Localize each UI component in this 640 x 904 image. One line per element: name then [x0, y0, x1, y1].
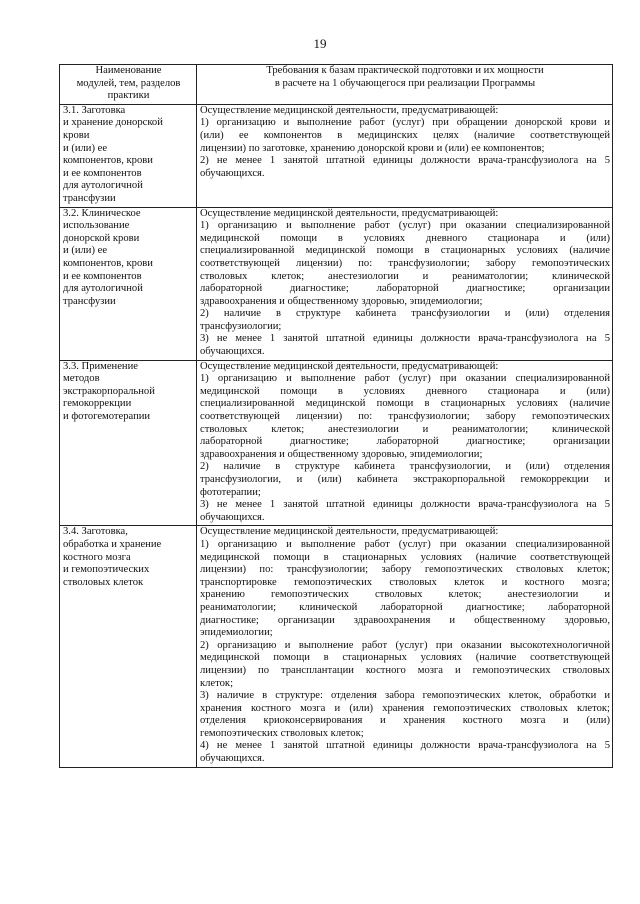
text-line: обучающихся.	[200, 511, 265, 523]
text-line: соответствующей лицензии) по: трансфузиологии; забору гемопоэтических	[200, 257, 610, 269]
text-line: Осуществление медицинской деятельности, предусматривающей:	[200, 360, 499, 372]
text-line: 4) не менее 1 занятой штатной единицы должности врача-трансфузиолога на 5	[200, 740, 610, 752]
text-line: обучающихся.	[200, 167, 265, 179]
text-line: медицинской помощи в стационарных условиях (наличие соответствующей	[200, 652, 610, 664]
text-line: в расчете на 1 обучающегося при реализации Программы	[274, 77, 536, 89]
text-line: стволовых клеток	[63, 576, 144, 588]
text-line: модулей, тем, разделов	[76, 77, 181, 89]
table-row	[60, 104, 613, 207]
text-line: гемопоэтических стволовых клеток;	[200, 727, 364, 739]
text-line: медицинской помощи в стационарных условиях (наличие соответствующей	[200, 551, 610, 563]
requirements-cell	[197, 526, 613, 767]
text-line: экстракорпоральной	[63, 385, 155, 397]
text-line: использование	[63, 220, 130, 232]
text-line: 1) организацию и выполнение работ (услуг) при оказании специализированной	[200, 538, 610, 550]
requirements-cell	[197, 104, 613, 207]
text-line: здравоохранения и общественному здоровью, эпидемиологии;	[200, 295, 483, 307]
text-line: соответствующей лицензии) по: трансфузиологии; забору гемопоэтических	[200, 411, 610, 423]
module-name	[63, 208, 194, 309]
module-name-cell	[60, 207, 197, 360]
text-line: практики	[107, 90, 150, 102]
module-name-cell	[60, 360, 197, 526]
header-col2-lines	[200, 65, 610, 90]
requirements-text	[200, 105, 610, 181]
table-header-row	[60, 65, 613, 105]
module-name	[63, 526, 194, 589]
text-line: и ее компонентов	[63, 167, 142, 179]
text-line: трансфузиологии;	[200, 320, 282, 332]
text-line: диагностике; организации здравоохранения и общественному здоровью,	[200, 614, 610, 626]
text-line: лицензии) по: трансфузиологии; забору гемопоэтических стволовых клеток;	[200, 564, 610, 576]
text-line: трансфузиологии, и (или) кабинета экстракорпоральной гемокоррекции и	[200, 474, 610, 485]
requirements-text	[200, 208, 610, 359]
text-line: трансфузии	[63, 295, 116, 307]
text-line: обучающихся.	[200, 346, 265, 358]
text-line: медицинской помощи в условиях дневного стационара и (или)	[200, 232, 610, 244]
text-line: 1) организацию и выполнение работ (услуг) при обращении донорской крови и	[200, 117, 610, 129]
text-line: костного мозга	[63, 551, 131, 563]
text-line: 3.4. Заготовка,	[63, 526, 128, 538]
text-line: 3) не менее 1 занятой штатной единицы должности врача-трансфузиолога на 5	[200, 333, 610, 345]
text-line: 3) не менее 1 занятой штатной единицы должности врача-трансфузиолога на 5	[200, 499, 610, 511]
table-row	[60, 526, 613, 767]
table-row	[60, 207, 613, 360]
text-line: и хранение донорской	[63, 117, 163, 129]
requirements-cell	[197, 360, 613, 526]
text-line: и (или) ее	[63, 142, 108, 154]
text-line: для аутологичной	[63, 180, 143, 192]
text-line: (или) ее компонентов в медицинских целях (наличие соответствующей	[200, 129, 610, 141]
text-line: 3) наличие в структуре: отделения забора гемопоэтических клеток, обработки и	[200, 690, 610, 702]
text-line: 3.3. Применение	[63, 360, 138, 372]
text-line: и гемопоэтических	[63, 564, 150, 576]
text-line: компонентов, крови	[63, 257, 153, 269]
text-line: реаниматологии; клинической лабораторной диагностике; лабораторной	[200, 601, 610, 613]
text-line: эпидемиологии;	[200, 627, 273, 639]
page-number: 19	[313, 36, 327, 51]
text-line: клеток;	[200, 677, 234, 689]
text-line: лабораторной диагностике; лабораторной диагностике; организации	[200, 283, 610, 295]
text-line: Осуществление медицинской деятельности, предусматривающей:	[200, 526, 499, 538]
text-line: методов	[63, 373, 100, 385]
text-line: 2) наличие в структуре кабинета трансфузиологии и (или) отделения	[200, 308, 610, 320]
table-body	[60, 104, 613, 767]
text-line: трансфузии	[63, 192, 116, 204]
module-name-cell	[60, 104, 197, 207]
text-line: стволовых клеток; анестезиологии и реаниматологии; клинической	[200, 423, 610, 435]
text-line: Осуществление медицинской деятельности, предусматривающей:	[200, 207, 499, 219]
header-requirements	[197, 65, 613, 105]
text-line: отделения криоконсервирования и хранения костного мозга и (или)	[200, 715, 610, 727]
text-line: лицензии) по трансплантации костного мозга и гемопоэтических стволовых	[200, 664, 610, 676]
requirements-table	[59, 64, 613, 768]
text-line: 3.1. Заготовка	[63, 104, 126, 116]
requirements-text	[200, 361, 610, 525]
text-line: обучающихся.	[200, 753, 265, 765]
text-line: Наименование	[95, 65, 162, 76]
text-line: медицинской помощи в условиях дневного стационара и (или)	[200, 385, 610, 397]
text-line: 2) организацию и выполнение работ (услуг) при оказании высокотехнологичной	[200, 639, 610, 651]
text-line: крови	[63, 129, 90, 141]
text-line: специализированной медицинской помощи в стационарных условиях (наличие	[200, 398, 610, 410]
text-line: и фотогемотерапии	[63, 411, 151, 423]
text-line: 2) наличие в структуре кабинета трансфузиологии, и (или) отделения	[200, 461, 610, 473]
table-row	[60, 360, 613, 526]
text-line: 1) организацию и выполнение работ (услуг) при оказании специализированной	[200, 220, 610, 232]
text-line: Требования к базам практической подготовки и их мощности	[266, 65, 544, 76]
text-line: стволовых клеток; анестезиологии и реаниматологии; клинической	[200, 270, 610, 282]
text-line: хранения костного мозга и (или) хранения гемопоэтических стволовых клеток;	[200, 702, 610, 714]
module-name	[63, 105, 194, 206]
header-col1-lines	[63, 65, 194, 103]
text-line: 2) не менее 1 занятой штатной единицы должности врача-трансфузиолога на 5	[200, 155, 610, 167]
requirements-text	[200, 526, 610, 765]
text-line: транспортировке гемопоэтических стволовых клеток и костного мозга;	[200, 576, 610, 588]
text-line: и ее компонентов	[63, 270, 142, 282]
text-line: специализированной медицинской помощи в стационарных условиях (наличие	[200, 245, 610, 257]
text-line: 1) организацию и выполнение работ (услуг) при оказании специализированной	[200, 373, 610, 385]
requirements-cell	[197, 207, 613, 360]
text-line: Осуществление медицинской деятельности, предусматривающей:	[200, 104, 499, 116]
header-module-name	[60, 65, 197, 105]
module-name	[63, 361, 194, 424]
text-line: и (или) ее	[63, 245, 108, 257]
text-line: здравоохранения и общественному здоровью, эпидемиологии;	[200, 448, 483, 460]
module-name-cell	[60, 526, 197, 767]
text-line: лицензии) по заготовке, хранению донорской крови и (или) ее компонентов;	[200, 142, 545, 154]
text-line: лабораторной диагностике; лабораторной диагностике; организации	[200, 436, 610, 448]
text-line: донорской крови	[63, 232, 140, 244]
text-line: фототерапии;	[200, 486, 261, 498]
text-line: для аутологичной	[63, 283, 143, 295]
text-line: обработка и хранение	[63, 538, 162, 550]
text-line: гемокоррекции	[63, 398, 132, 410]
text-line: компонентов, крови	[63, 155, 153, 167]
text-line: 3.2. Клиническое	[63, 207, 141, 219]
text-line: хранению гемопоэтических стволовых клеток; анестезиологии и	[200, 589, 610, 601]
